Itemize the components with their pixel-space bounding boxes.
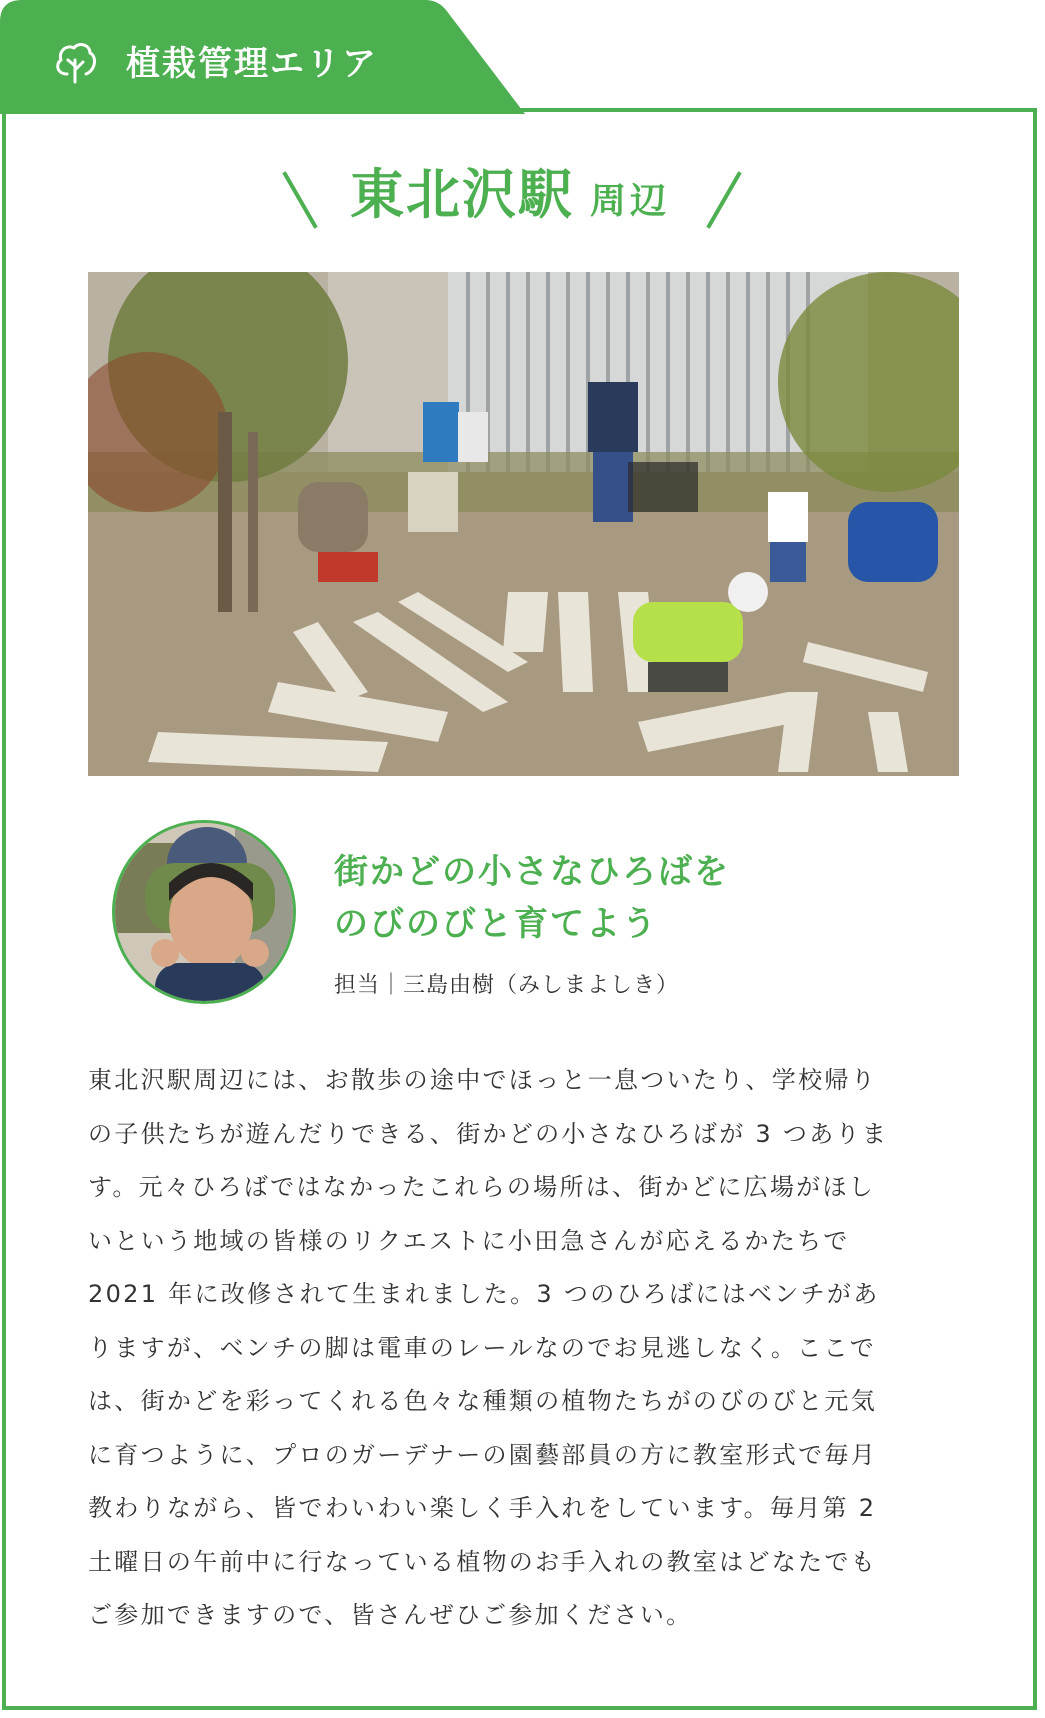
- heading-slash-left: [282, 171, 317, 228]
- volunteers-gardening-photo: [88, 272, 959, 776]
- staff-portrait: [112, 820, 296, 1004]
- heading-suffix: 周辺: [590, 181, 671, 222]
- heading-slash-right: [706, 171, 741, 228]
- catch-copy: [334, 846, 730, 950]
- heading-station: 東北沢駅: [350, 163, 574, 226]
- tree-icon: [50, 38, 100, 88]
- area-heading: [0, 162, 1045, 232]
- tab-label: 植栽管理エリア: [126, 44, 378, 84]
- description-text: 東北沢駅周辺には、お散歩の途中でほっと一息ついたり、学校帰り の子供たちが遊んだりできる、街かどの小さなひろばが 3 つありま す。元々ひろばではなかったこれらの場所は、街かどに広場がほし いという地域の皆様のリクエストに小田急さんが応えるかたちで 2021 年に改修されて生まれました。3 つのひろばにはベンチがあ りますが、ベンチの脚は電車のレールなのでお見逃しなく。ここで は、街かどを彩ってくれる色々な種類の植物たちがのびのびと元気 に育つように、プロのガーデナーの園藝部員の方に教室形式で毎月 教わりながら、皆でわいわい楽しく手入れをしています。毎月第 2 土曜日の午前中に行なっている植物のお手入れの教室はどなたでも ご参加できますので、皆さんぜひご参加ください。: [88, 1066, 889, 1629]
- frame-top-border: [520, 108, 1037, 112]
- catch-line-1: 街かどの小さなひろばを: [334, 852, 730, 892]
- section-tab: [0, 0, 525, 114]
- catch-line-2: のびのびと育てよう: [334, 904, 658, 944]
- person-in-charge: 担当｜三島由樹（みしまよしき）: [334, 973, 680, 998]
